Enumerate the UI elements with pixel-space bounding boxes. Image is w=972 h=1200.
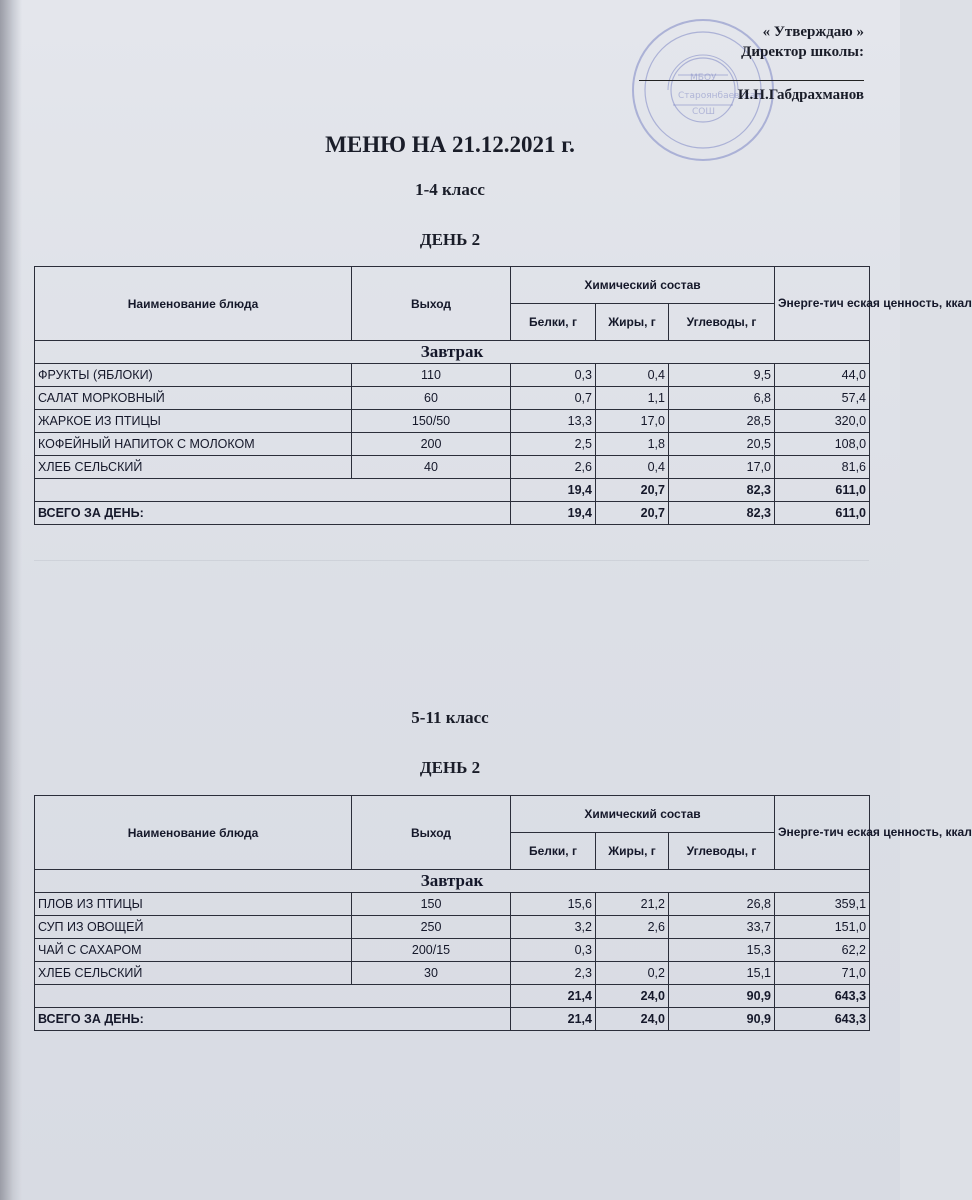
total-protein: 19,4 xyxy=(511,502,596,525)
total-label: ВСЕГО ЗА ДЕНЬ: xyxy=(35,502,511,525)
class-label-1: 1-4 класс xyxy=(415,180,485,199)
menu-table-2 xyxy=(34,795,972,1031)
page-title: МЕНЮ НА 21.12.2021 г. xyxy=(325,132,575,157)
total-row xyxy=(35,1008,870,1031)
dish-energy: 359,1 xyxy=(775,893,870,916)
dish-yield: 200 xyxy=(352,433,511,456)
dish-name: ЧАЙ С САХАРОМ xyxy=(35,939,352,962)
total-carbs: 82,3 xyxy=(669,502,775,525)
dish-carbs: 15,3 xyxy=(669,939,775,962)
header-protein: Белки, г xyxy=(511,304,596,341)
dish-name: СУП ИЗ ОВОЩЕЙ xyxy=(35,916,352,939)
dish-yield: 150/50 xyxy=(352,410,511,433)
total-energy: 643,3 xyxy=(775,1008,870,1031)
approval-line-2: Директор школы: xyxy=(741,44,864,60)
header-protein: Белки, г xyxy=(511,833,596,870)
subtotal-protein: 19,4 xyxy=(511,479,596,502)
subtotal-carbs: 90,9 xyxy=(669,985,775,1008)
menu-table-1 xyxy=(34,266,972,525)
dish-name: ХЛЕБ СЕЛЬСКИЙ xyxy=(35,456,352,479)
dish-energy: 71,0 xyxy=(775,962,870,985)
dish-name: ПЛОВ ИЗ ПТИЦЫ xyxy=(35,893,352,916)
dish-carbs: 28,5 xyxy=(669,410,775,433)
dish-protein: 2,6 xyxy=(511,456,596,479)
svg-text:Староянбаевская: Староянбаевская xyxy=(678,91,761,101)
subtotal-fat: 24,0 xyxy=(596,985,669,1008)
header-yield: Выход xyxy=(352,267,511,341)
total-fat: 20,7 xyxy=(596,502,669,525)
dish-carbs: 6,8 xyxy=(669,387,775,410)
dish-fat: 1,8 xyxy=(596,433,669,456)
header-fat: Жиры, г xyxy=(596,304,669,341)
dish-fat: 17,0 xyxy=(596,410,669,433)
approval-block xyxy=(639,22,864,105)
dish-name: КОФЕЙНЫЙ НАПИТОК С МОЛОКОМ xyxy=(35,433,352,456)
day-label-1: ДЕНЬ 2 xyxy=(419,230,481,249)
day-label-2: ДЕНЬ 2 xyxy=(419,758,481,777)
svg-text:МБОУ: МБОУ xyxy=(690,73,717,83)
total-fat: 24,0 xyxy=(596,1008,669,1031)
subtotal-carbs: 82,3 xyxy=(669,479,775,502)
dish-protein: 0,3 xyxy=(511,939,596,962)
table-row xyxy=(35,456,870,479)
meal-section-title: Завтрак xyxy=(35,341,870,364)
dish-fat: 0,2 xyxy=(596,962,669,985)
director-name: И.Н.Габдрахманов xyxy=(737,87,864,103)
subtotal-energy: 611,0 xyxy=(775,479,870,502)
dish-fat: 21,2 xyxy=(596,893,669,916)
dish-yield: 40 xyxy=(352,456,511,479)
dish-protein: 0,3 xyxy=(511,364,596,387)
class-label-2: 5-11 класс xyxy=(411,708,489,727)
svg-text:СОШ: СОШ xyxy=(692,107,715,117)
dish-protein: 2,3 xyxy=(511,962,596,985)
dish-carbs: 9,5 xyxy=(669,364,775,387)
total-protein: 21,4 xyxy=(511,1008,596,1031)
subtotal-row xyxy=(35,985,870,1008)
header-carbs: Углеводы, г xyxy=(669,304,775,341)
dish-name: САЛАТ МОРКОВНЫЙ xyxy=(35,387,352,410)
table-row xyxy=(35,433,870,456)
dish-carbs: 15,1 xyxy=(669,962,775,985)
header-fat: Жиры, г xyxy=(596,833,669,870)
header-carbs: Углеводы, г xyxy=(669,833,775,870)
dish-fat: 2,6 xyxy=(596,916,669,939)
dish-protein: 2,5 xyxy=(511,433,596,456)
dish-energy: 57,4 xyxy=(775,387,870,410)
dish-energy: 320,0 xyxy=(775,410,870,433)
dish-protein: 3,2 xyxy=(511,916,596,939)
table-row xyxy=(35,893,870,916)
dish-carbs: 33,7 xyxy=(669,916,775,939)
dish-fat: 0,4 xyxy=(596,456,669,479)
dish-energy: 62,2 xyxy=(775,939,870,962)
dish-carbs: 26,8 xyxy=(669,893,775,916)
header-chemical-composition: Химический состав xyxy=(511,796,775,833)
header-dish-name: Наименование блюда xyxy=(35,267,352,341)
dish-energy: 108,0 xyxy=(775,433,870,456)
dish-name: ХЛЕБ СЕЛЬСКИЙ xyxy=(35,962,352,985)
subtotal-energy: 643,3 xyxy=(775,985,870,1008)
subtotal-fat: 20,7 xyxy=(596,479,669,502)
dish-name: ЖАРКОЕ ИЗ ПТИЦЫ xyxy=(35,410,352,433)
dish-carbs: 20,5 xyxy=(669,433,775,456)
dish-fat: 1,1 xyxy=(596,387,669,410)
dish-yield: 150 xyxy=(352,893,511,916)
dish-energy: 44,0 xyxy=(775,364,870,387)
table-row xyxy=(35,962,870,985)
bleed-through-area xyxy=(34,560,869,671)
total-carbs: 90,9 xyxy=(669,1008,775,1031)
dish-name: ФРУКТЫ (ЯБЛОКИ) xyxy=(35,364,352,387)
header-energy: Энерге-тич еская ценность, ккал xyxy=(775,267,870,341)
table-row xyxy=(35,387,870,410)
subtotal-label-cell xyxy=(35,985,511,1008)
dish-carbs: 17,0 xyxy=(669,456,775,479)
dish-energy: 151,0 xyxy=(775,916,870,939)
dish-protein: 13,3 xyxy=(511,410,596,433)
subtotal-row xyxy=(35,479,870,502)
total-energy: 611,0 xyxy=(775,502,870,525)
header-energy: Энерге-тич еская ценность, ккал xyxy=(775,796,870,870)
dish-fat xyxy=(596,939,669,962)
dish-yield: 200/15 xyxy=(352,939,511,962)
subtotal-label-cell xyxy=(35,479,511,502)
total-label: ВСЕГО ЗА ДЕНЬ: xyxy=(35,1008,511,1031)
dish-protein: 15,6 xyxy=(511,893,596,916)
dish-yield: 30 xyxy=(352,962,511,985)
signature-line xyxy=(639,80,864,81)
dish-yield: 60 xyxy=(352,387,511,410)
dish-protein: 0,7 xyxy=(511,387,596,410)
header-chemical-composition: Химический состав xyxy=(511,267,775,304)
dish-yield: 110 xyxy=(352,364,511,387)
meal-section-title: Завтрак xyxy=(35,870,870,893)
table-row xyxy=(35,410,870,433)
dish-yield: 250 xyxy=(352,916,511,939)
dish-fat: 0,4 xyxy=(596,364,669,387)
table-row xyxy=(35,916,870,939)
total-row xyxy=(35,502,870,525)
dish-energy: 81,6 xyxy=(775,456,870,479)
subtotal-protein: 21,4 xyxy=(511,985,596,1008)
table-row xyxy=(35,364,870,387)
header-dish-name: Наименование блюда xyxy=(35,796,352,870)
table-row xyxy=(35,939,870,962)
header-yield: Выход xyxy=(352,796,511,870)
approval-line-1: « Утверждаю » xyxy=(762,24,864,40)
